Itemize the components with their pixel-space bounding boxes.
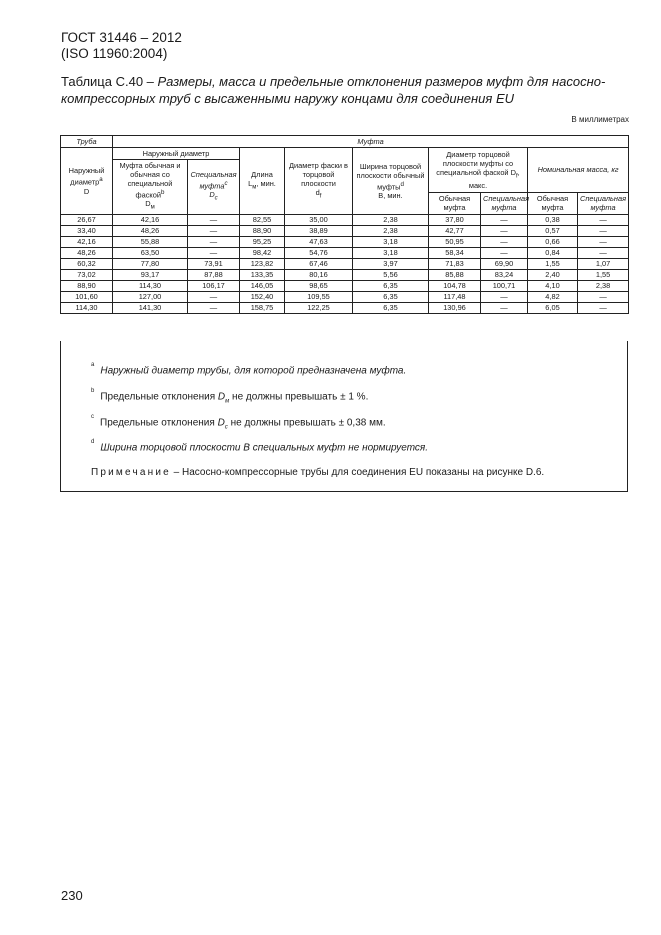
units-label: В миллиметрах xyxy=(571,115,629,124)
table-cell: 98,65 xyxy=(285,280,353,291)
table-cell: — xyxy=(188,302,240,313)
table-row xyxy=(61,269,629,280)
table-cell: 37,80 xyxy=(429,214,481,225)
notes-box xyxy=(60,341,628,492)
table-remark: Примечание – Насосно-компрессорные трубы для соединения EU показаны на рисунке D.6. xyxy=(91,467,545,478)
caption-prefix: Таблица С.40 – xyxy=(61,74,154,89)
table-cell: 77,80 xyxy=(113,258,188,269)
table-cell: 69,90 xyxy=(481,258,528,269)
table-cell: 85,88 xyxy=(429,269,481,280)
table-cell: 100,71 xyxy=(481,280,528,291)
table-cell: 109,55 xyxy=(285,291,353,302)
table-row xyxy=(61,258,629,269)
standard-code: ГОСТ 31446 – 2012 xyxy=(61,30,182,45)
iso-reference: (ISO 11960:2004) xyxy=(61,46,168,61)
header-chamfer-diameter: Диаметр фаски в торцовой плоскости $d_f$ xyxy=(285,148,353,215)
table-row xyxy=(61,280,629,291)
header-face-special: Специальная муфта xyxy=(481,192,528,214)
table-cell: 93,17 xyxy=(113,269,188,280)
header-mass-special: Специальная муфта xyxy=(578,192,629,214)
table-cell: 6,35 xyxy=(353,280,429,291)
table-cell: 26,67 xyxy=(61,214,113,225)
table-cell: 101,60 xyxy=(61,291,113,302)
page-number: 230 xyxy=(61,888,83,903)
table-cell: — xyxy=(481,302,528,313)
table-cell: 73,02 xyxy=(61,269,113,280)
table-cell: 54,76 xyxy=(285,247,353,258)
header-coupling: Муфта xyxy=(113,136,629,148)
table-caption xyxy=(61,73,621,107)
table-cell: 2,38 xyxy=(578,280,629,291)
coupling-table-wrapper xyxy=(60,135,628,314)
table-cell: 114,30 xyxy=(113,280,188,291)
header-face-diameter: Диаметр торцовой плоскости муфты со специальной фаской $D_f$, макс. xyxy=(429,148,528,193)
table-cell: 3,97 xyxy=(353,258,429,269)
table-cell: — xyxy=(481,214,528,225)
table-cell: 83,24 xyxy=(481,269,528,280)
table-cell: 130,96 xyxy=(429,302,481,313)
table-cell: 42,16 xyxy=(113,214,188,225)
caption-eu: EU xyxy=(495,91,515,106)
table-cell: — xyxy=(578,225,629,236)
table-cell: 1,55 xyxy=(528,258,578,269)
table-cell: — xyxy=(578,247,629,258)
table-cell: 33,40 xyxy=(61,225,113,236)
table-cell: 80,16 xyxy=(285,269,353,280)
table-cell: 146,05 xyxy=(240,280,285,291)
table-cell: 141,30 xyxy=(113,302,188,313)
header-special-coupling-od: Специальная муфта$^c$ $D_c$ xyxy=(188,160,240,215)
header-length: Длина $L_м$, мин. xyxy=(240,148,285,215)
table-row xyxy=(61,247,629,258)
table-cell: — xyxy=(578,291,629,302)
table-cell: 5,56 xyxy=(353,269,429,280)
table-cell: 6,35 xyxy=(353,302,429,313)
table-cell: 158,75 xyxy=(240,302,285,313)
table-cell: 38,89 xyxy=(285,225,353,236)
table-cell: — xyxy=(188,291,240,302)
table-cell: 3,18 xyxy=(353,247,429,258)
table-cell: — xyxy=(578,302,629,313)
table-cell: 6,35 xyxy=(353,291,429,302)
header-mass-regular: Обычная муфта xyxy=(528,192,578,214)
header-pipe: Труба xyxy=(61,136,113,148)
table-cell: 88,90 xyxy=(240,225,285,236)
table-cell: 0,38 xyxy=(528,214,578,225)
table-cell: 95,25 xyxy=(240,236,285,247)
table-cell: 4,10 xyxy=(528,280,578,291)
table-cell: 3,18 xyxy=(353,236,429,247)
header-nominal-mass: Номинальная масса, кг xyxy=(528,148,629,193)
table-cell: — xyxy=(481,225,528,236)
table-cell: 1,55 xyxy=(578,269,629,280)
footnote-c: $^c$Предельные отклонения $D_c$ не должны превышать ± 0,38 мм. xyxy=(91,414,386,431)
table-cell: 122,25 xyxy=(285,302,353,313)
footnote-d: $^d$Ширина торцовой плоскости B специальных муфт не нормируется. xyxy=(91,439,429,454)
table-cell: — xyxy=(578,214,629,225)
table-cell: 48,26 xyxy=(113,225,188,236)
table-cell: 133,35 xyxy=(240,269,285,280)
coupling-table xyxy=(60,135,629,314)
table-cell: — xyxy=(188,214,240,225)
table-cell: — xyxy=(578,236,629,247)
table-cell: 117,48 xyxy=(429,291,481,302)
table-row xyxy=(61,291,629,302)
table-cell: 47,63 xyxy=(285,236,353,247)
table-cell: 127,00 xyxy=(113,291,188,302)
table-row xyxy=(61,302,629,313)
table-row xyxy=(61,214,629,225)
header-row-2 xyxy=(61,148,629,160)
document-header xyxy=(61,30,182,62)
table-cell: 98,42 xyxy=(240,247,285,258)
table-cell: 35,00 xyxy=(285,214,353,225)
table-body xyxy=(61,214,629,313)
table-cell: 4,82 xyxy=(528,291,578,302)
table-cell: — xyxy=(481,236,528,247)
table-cell: — xyxy=(481,291,528,302)
table-cell: 104,78 xyxy=(429,280,481,291)
table-cell: 55,88 xyxy=(113,236,188,247)
table-cell: 71,83 xyxy=(429,258,481,269)
footnote-b: $^b$Предельные отклонения $D_м$ не должны превышать ± 1 %. xyxy=(91,388,369,405)
table-cell: 48,26 xyxy=(61,247,113,258)
table-cell: 0,57 xyxy=(528,225,578,236)
header-row-1 xyxy=(61,136,629,148)
footnote-a: $^a$Наружный диаметр трубы, для которой предназначена муфта. xyxy=(91,362,407,377)
table-row xyxy=(61,236,629,247)
table-cell: 73,91 xyxy=(188,258,240,269)
header-regular-coupling-od: Муфта обычная и обычная со специальной фаской$^b$ $D_м$ xyxy=(113,160,188,215)
header-face-width: Ширина торцовой плоскости обычный муфты$^d$ B, мин. xyxy=(353,148,429,215)
table-cell: 123,82 xyxy=(240,258,285,269)
table-cell: 42,16 xyxy=(61,236,113,247)
table-cell: — xyxy=(188,236,240,247)
caption-title: Размеры, масса и предельные отклонения размеров муфт для насосно-компрессорных труб с высаженными наружу концами для соединения xyxy=(61,74,606,106)
table-cell: 114,30 xyxy=(61,302,113,313)
table-cell: 0,66 xyxy=(528,236,578,247)
header-face-regular: Обычная муфта xyxy=(429,192,481,214)
table-cell: 152,40 xyxy=(240,291,285,302)
table-cell: 2,38 xyxy=(353,214,429,225)
table-cell: 106,17 xyxy=(188,280,240,291)
table-cell: 58,34 xyxy=(429,247,481,258)
table-cell: 82,55 xyxy=(240,214,285,225)
table-cell: 2,38 xyxy=(353,225,429,236)
table-cell: 0,84 xyxy=(528,247,578,258)
table-cell: 42,77 xyxy=(429,225,481,236)
table-cell: 63,50 xyxy=(113,247,188,258)
table-cell: 88,90 xyxy=(61,280,113,291)
header-pipe-od: Наружный диаметр$^a$ D xyxy=(61,148,113,215)
table-cell: 2,40 xyxy=(528,269,578,280)
table-cell: 60,32 xyxy=(61,258,113,269)
table-cell: 50,95 xyxy=(429,236,481,247)
table-cell: 6,05 xyxy=(528,302,578,313)
table-cell: — xyxy=(481,247,528,258)
header-outer-diameter: Наружный диаметр xyxy=(113,148,240,160)
table-row xyxy=(61,225,629,236)
table-cell: 1,07 xyxy=(578,258,629,269)
table-cell: — xyxy=(188,247,240,258)
table-cell: — xyxy=(188,225,240,236)
table-cell: 87,88 xyxy=(188,269,240,280)
table-cell: 67,46 xyxy=(285,258,353,269)
